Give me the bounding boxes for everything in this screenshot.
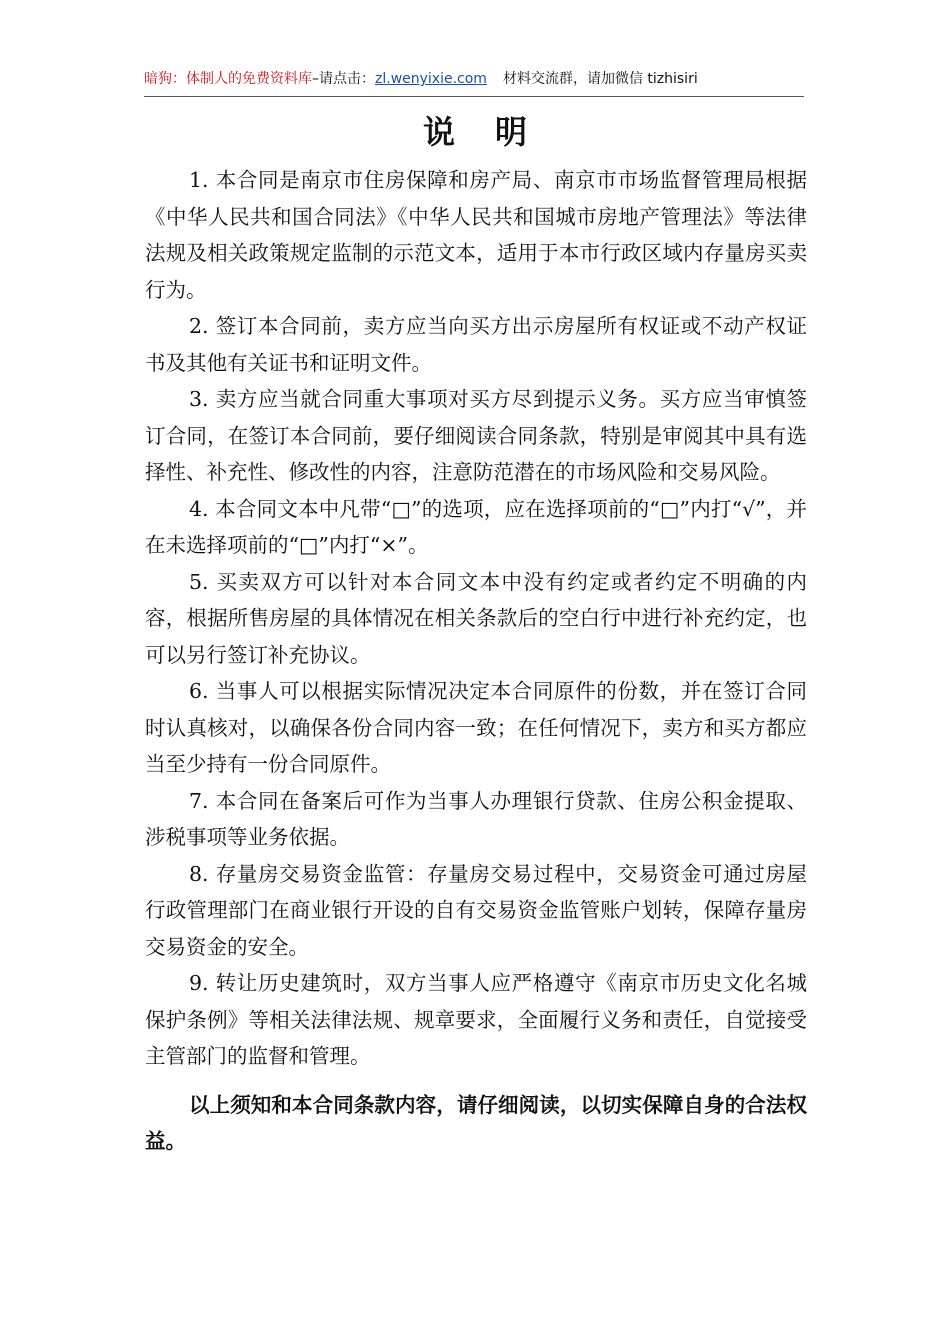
instruction-paragraph-6: 6. 当事人可以根据实际情况决定本合同原件的份数，并在签订合同时认真核对，以确保各份合同内容一致；在任何情况下，卖方和买方都应当至少持有一份合同原件。 bbox=[145, 679, 807, 776]
header-wechat-group-text: 材料交流群，请加微信 tizhisiri bbox=[502, 71, 698, 87]
header-click-prompt: –请点击： bbox=[312, 71, 375, 87]
instructions-body bbox=[145, 162, 807, 1160]
instruction-paragraph-9: 9. 转让历史建筑时，双方当事人应严格遵守《南京市历史文化名城保护条例》等相关法律法规、规章要求，全面履行义务和责任，自觉接受主管部门的监督和管理。 bbox=[145, 971, 807, 1068]
page-header-banner bbox=[144, 66, 804, 97]
instruction-paragraph-3: 3. 卖方应当就合同重大事项对买方尽到提示义务。买方应当审慎签订合同，在签订本合同前，要仔细阅读合同条款，特别是审阅其中具有选择性、补充性、修改性的内容，注意防范潜在的市场风险和交易风险。 bbox=[145, 387, 807, 484]
instruction-paragraph-7: 7. 本合同在备案后可作为当事人办理银行贷款、住房公积金提取、涉税事项等业务依据。 bbox=[145, 788, 807, 849]
header-ad-text: 暗狗：体制人的免费资料库 bbox=[144, 71, 312, 87]
instruction-paragraph-5: 5. 买卖双方可以针对本合同文本中没有约定或者约定不明确的内容，根据所售房屋的具体情况在相关条款后的空白行中进行补充约定，也可以另行签订补充协议。 bbox=[145, 569, 807, 667]
page-title: 说明 bbox=[422, 113, 567, 151]
header-website-link[interactable]: zl.wenyixie.com bbox=[375, 71, 487, 87]
instruction-paragraph-8: 8. 存量房交易资金监管：存量房交易过程中，交易资金可通过房屋行政管理部门在商业银行开设的自有交易资金监管账户划转，保障存量房交易资金的安全。 bbox=[145, 861, 807, 959]
instruction-paragraph-1: 1. 本合同是南京市住房保障和房产局、南京市市场监督管理局根据《中华人民共和国合同法》《中华人民共和国城市房地产管理法》等法律法规及相关政策规定监制的示范文本，适用于本市行政区域内存量房买卖行为。 bbox=[145, 168, 807, 302]
closing-notice: 以上须知和本合同条款内容，请仔细阅读，以切实保障自身的合法权益。 bbox=[145, 1092, 807, 1153]
instruction-paragraph-2: 2. 签订本合同前，卖方应当向买方出示房屋所有权证或不动产权证书及其他有关证书和证明文件。 bbox=[145, 314, 807, 375]
instruction-paragraph-4: 4. 本合同文本中凡带“□”的选项，应在选择项前的“□”内打“√”，并在未选择项前的“□”内打“×”。 bbox=[145, 496, 807, 557]
